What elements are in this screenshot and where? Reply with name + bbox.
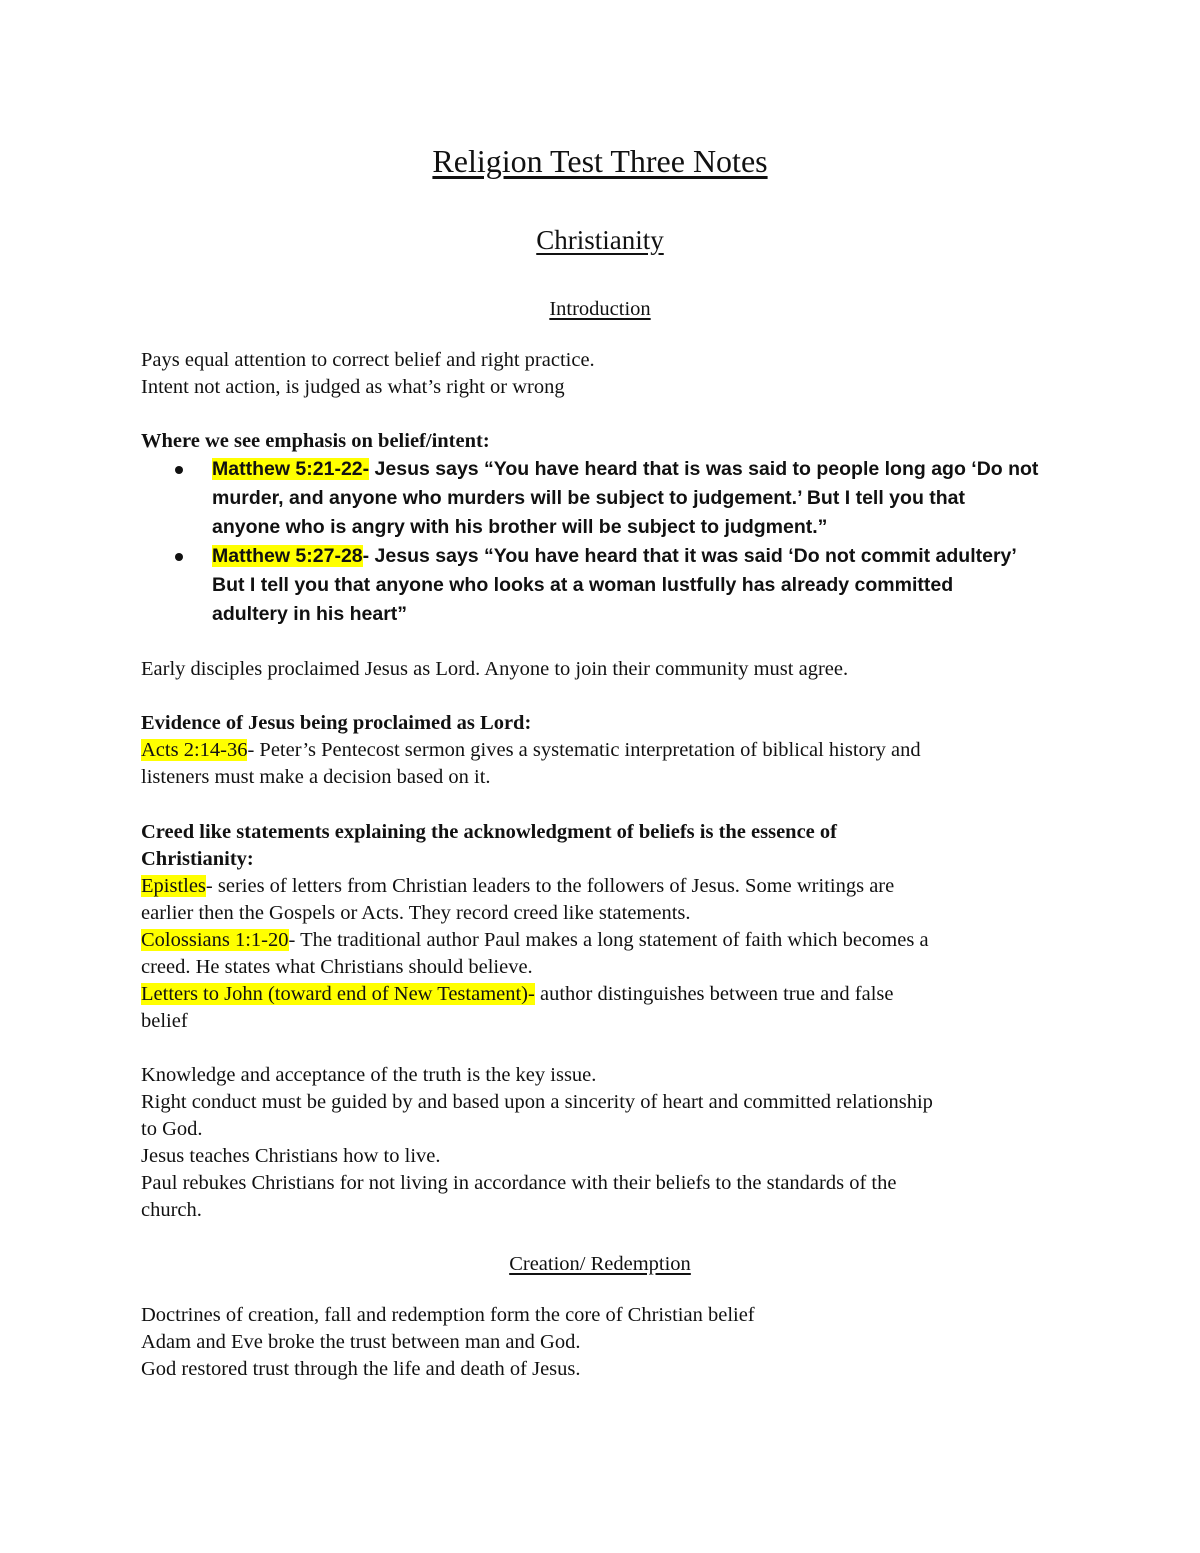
knowledge-line: Knowledge and acceptance of the truth is the key issue.: [141, 1064, 597, 1086]
creed-line: - The traditional author Paul makes a long statement of faith which becomes a: [288, 929, 929, 951]
bullet-line: Jesus says “You have heard that is was said to people long ago ‘Do not: [369, 458, 1039, 480]
list-item: [141, 542, 1081, 629]
belief-intent-list: [141, 455, 1081, 629]
early-disciples-paragraph: Early disciples proclaimed Jesus as Lord. Anyone to join their community must agree.: [141, 658, 849, 680]
bullet-line: - Jesus says “You have heard that it was said ‘Do not commit adultery’: [362, 545, 1017, 567]
bullet-line: adultery in his heart”: [212, 603, 408, 625]
scripture-reference: Matthew 5:27-28: [212, 545, 363, 567]
document-title: Religion Test Three Notes: [432, 143, 768, 179]
bullet-line: But I tell you that anyone who looks at a woman lustfully has already committed: [212, 574, 954, 596]
bullet-icon: [175, 553, 183, 561]
knowledge-line: Right conduct must be guided by and based upon a sincerity of heart and committed relationship: [141, 1091, 933, 1113]
creed-line: author distinguishes between true and false: [534, 983, 894, 1005]
creed-paragraph: [141, 819, 1066, 1035]
belief-intent-heading: Where we see emphasis on belief/intent:: [141, 430, 490, 452]
creed-line: earlier then the Gospels or Acts. They record creed like statements.: [141, 902, 691, 924]
creed-line: creed. He states what Christians should believe.: [141, 956, 533, 978]
creed-heading-line: Christianity:: [141, 848, 254, 870]
list-item: [141, 455, 1081, 542]
evidence-paragraph: [141, 710, 1066, 791]
creation-heading: Creation/ Redemption: [509, 1253, 691, 1275]
evidence-line: - Peter’s Pentecost sermon gives a systematic interpretation of biblical history and: [247, 739, 921, 761]
evidence-heading: Evidence of Jesus being proclaimed as Lord:: [141, 712, 532, 734]
knowledge-line: church.: [141, 1199, 202, 1221]
scripture-reference: Acts 2:14-36: [141, 739, 248, 761]
scripture-reference: Letters to John (toward end of New Testament)-: [141, 983, 535, 1005]
creed-line: - series of letters from Christian leaders to the followers of Jesus. Some writings are: [205, 875, 895, 897]
creed-line: belief: [141, 1010, 188, 1032]
introduction-heading: Introduction: [549, 298, 651, 320]
bullet-text: [212, 455, 1081, 542]
knowledge-line: Paul rebukes Christians for not living in accordance with their beliefs to the standards of the: [141, 1172, 897, 1194]
introduction-line: Intent not action, is judged as what’s right or wrong: [141, 376, 565, 398]
bullet-line: anyone who is angry with his brother will be subject to judgment.”: [212, 516, 828, 538]
scripture-reference: Matthew 5:21-22-: [212, 458, 370, 480]
creation-line: God restored trust through the life and death of Jesus.: [141, 1358, 581, 1380]
creed-heading-line: Creed like statements explaining the acknowledgment of beliefs is the essence of: [141, 821, 837, 843]
knowledge-line: to God.: [141, 1118, 203, 1140]
knowledge-paragraph: [141, 1062, 1066, 1224]
knowledge-line: Jesus teaches Christians how to live.: [141, 1145, 441, 1167]
creation-line: Adam and Eve broke the trust between man and God.: [141, 1331, 581, 1353]
bullet-line: murder, and anyone who murders will be subject to judgement.’ But I tell you that: [212, 487, 966, 509]
bullet-icon: [175, 466, 183, 474]
document-subtitle: Christianity: [536, 225, 664, 255]
bullet-text: [212, 542, 1081, 629]
creation-paragraph: [141, 1302, 1066, 1383]
introduction-paragraph: [141, 347, 1066, 401]
scripture-reference: Epistles: [141, 875, 206, 897]
creation-line: Doctrines of creation, fall and redemption form the core of Christian belief: [141, 1304, 755, 1326]
evidence-line: listeners must make a decision based on it.: [141, 766, 491, 788]
introduction-line: Pays equal attention to correct belief and right practice.: [141, 349, 595, 371]
scripture-reference: Colossians 1:1-20: [141, 929, 289, 951]
